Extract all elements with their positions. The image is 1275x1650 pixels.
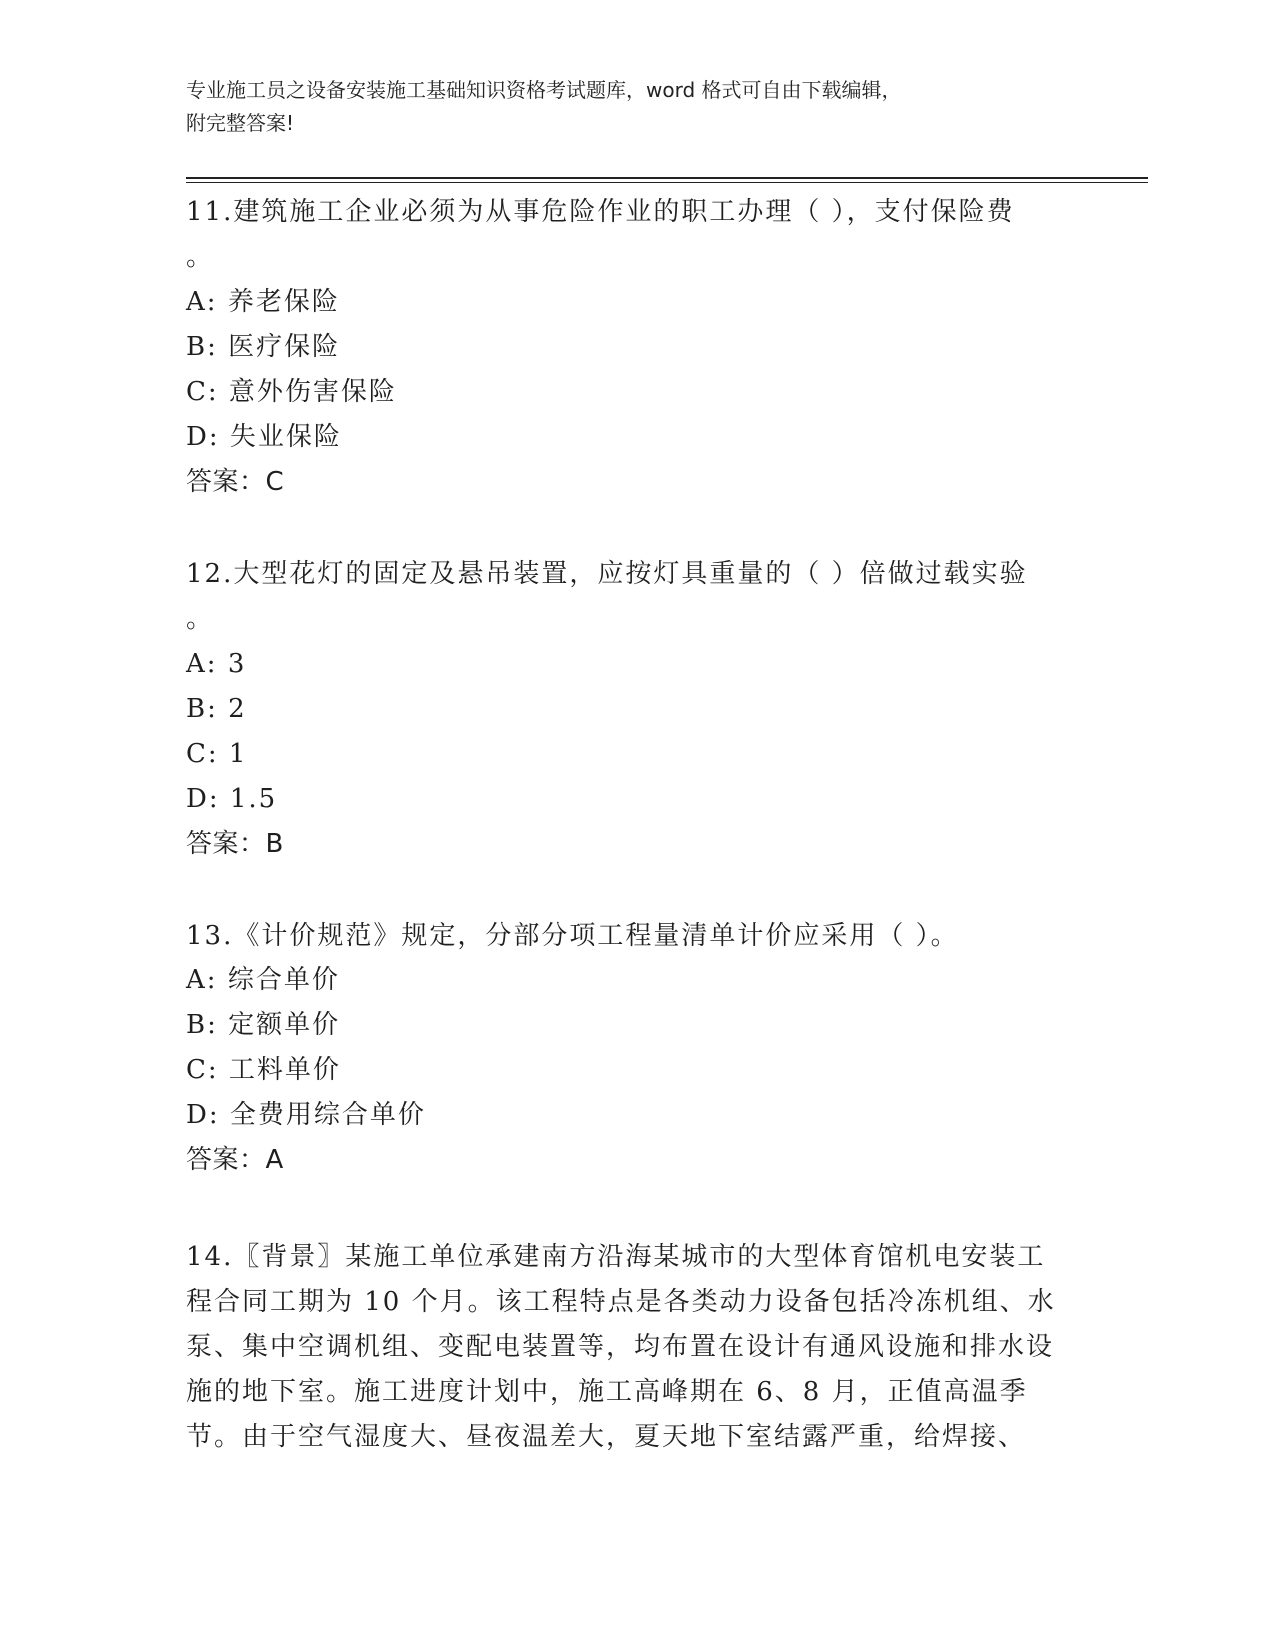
option-key: B: — [186, 1010, 218, 1040]
option-c — [186, 370, 1086, 415]
option-key: D: — [186, 422, 220, 452]
option-b — [186, 687, 1086, 732]
option-a — [186, 280, 1086, 325]
option-text: 3 — [227, 649, 247, 679]
option-key: C: — [186, 739, 219, 769]
question-stem: 11.建筑施工企业必须为从事危险作业的职工办理（ ），支付保险费 — [186, 197, 1015, 227]
option-b — [186, 1003, 1086, 1048]
question-stem: 13.《计价规范》规定，分部分项工程量清单计价应采用（ ）。 — [186, 921, 959, 951]
answer-line: 答案：C — [186, 467, 285, 497]
option-d — [186, 415, 1086, 460]
option-key: B: — [186, 694, 218, 724]
option-text: 综合单价 — [227, 965, 340, 995]
header-rule-thin — [186, 182, 1148, 183]
option-key: A: — [186, 287, 218, 317]
question-13 — [186, 914, 1086, 1183]
option-key: D: — [186, 1100, 220, 1130]
option-c — [186, 732, 1086, 777]
option-c — [186, 1048, 1086, 1093]
option-a — [186, 642, 1086, 687]
option-key: C: — [186, 377, 219, 407]
question-12 — [186, 552, 1086, 867]
page-header — [186, 74, 1086, 140]
option-text: 养老保险 — [227, 287, 340, 317]
option-key: C: — [186, 1055, 219, 1085]
question-stem-continuation: 。 — [186, 604, 215, 634]
option-text: 1 — [228, 739, 248, 769]
option-key: A: — [186, 649, 218, 679]
option-text: 意外伤害保险 — [228, 377, 397, 407]
option-d — [186, 1093, 1086, 1138]
option-a — [186, 958, 1086, 1003]
question-14 — [186, 1235, 1086, 1460]
option-text: 失业保险 — [229, 422, 342, 452]
answer-line: 答案：A — [186, 1145, 284, 1175]
option-text: 工料单价 — [228, 1055, 341, 1085]
answer-line: 答案：B — [186, 829, 284, 859]
question-stem-continuation: 。 — [186, 242, 215, 272]
option-text: 1.5 — [229, 784, 278, 814]
option-key: D: — [186, 784, 220, 814]
header-line-2: 附完整答案! — [186, 111, 295, 135]
header-line-1: 专业施工员之设备安装施工基础知识资格考试题库，word 格式可自由下载编辑， — [186, 78, 902, 102]
option-text: 全费用综合单价 — [229, 1100, 426, 1130]
option-key: B: — [186, 332, 218, 362]
header-rule-thick — [186, 177, 1148, 179]
background-paragraph: 14.〖背景〗某施工单位承建南方沿海某城市的大型体育馆机电安装工程合同工期为 10 个月。该工程特点是各类动力设备包括冷冻机组、水泵、集中空调机组、变配电装置等，均布置在设计有通风设施和排水设施的地下室。施工进度计划中，施工高峰期在 6、8 月，正值高温季节。由于空气湿度大、昼夜温差大，夏天地下室结露严重，给焊接、 — [186, 1242, 1056, 1452]
question-stem: 12.大型花灯的固定及悬吊装置，应按灯具重量的（ ）倍做过载实验 — [186, 559, 1028, 589]
option-text: 定额单价 — [228, 1010, 341, 1040]
option-key: A: — [186, 965, 218, 995]
option-text: 2 — [228, 694, 247, 724]
option-text: 医疗保险 — [228, 332, 341, 362]
option-d — [186, 777, 1086, 822]
question-11 — [186, 190, 1086, 505]
option-b — [186, 325, 1086, 370]
